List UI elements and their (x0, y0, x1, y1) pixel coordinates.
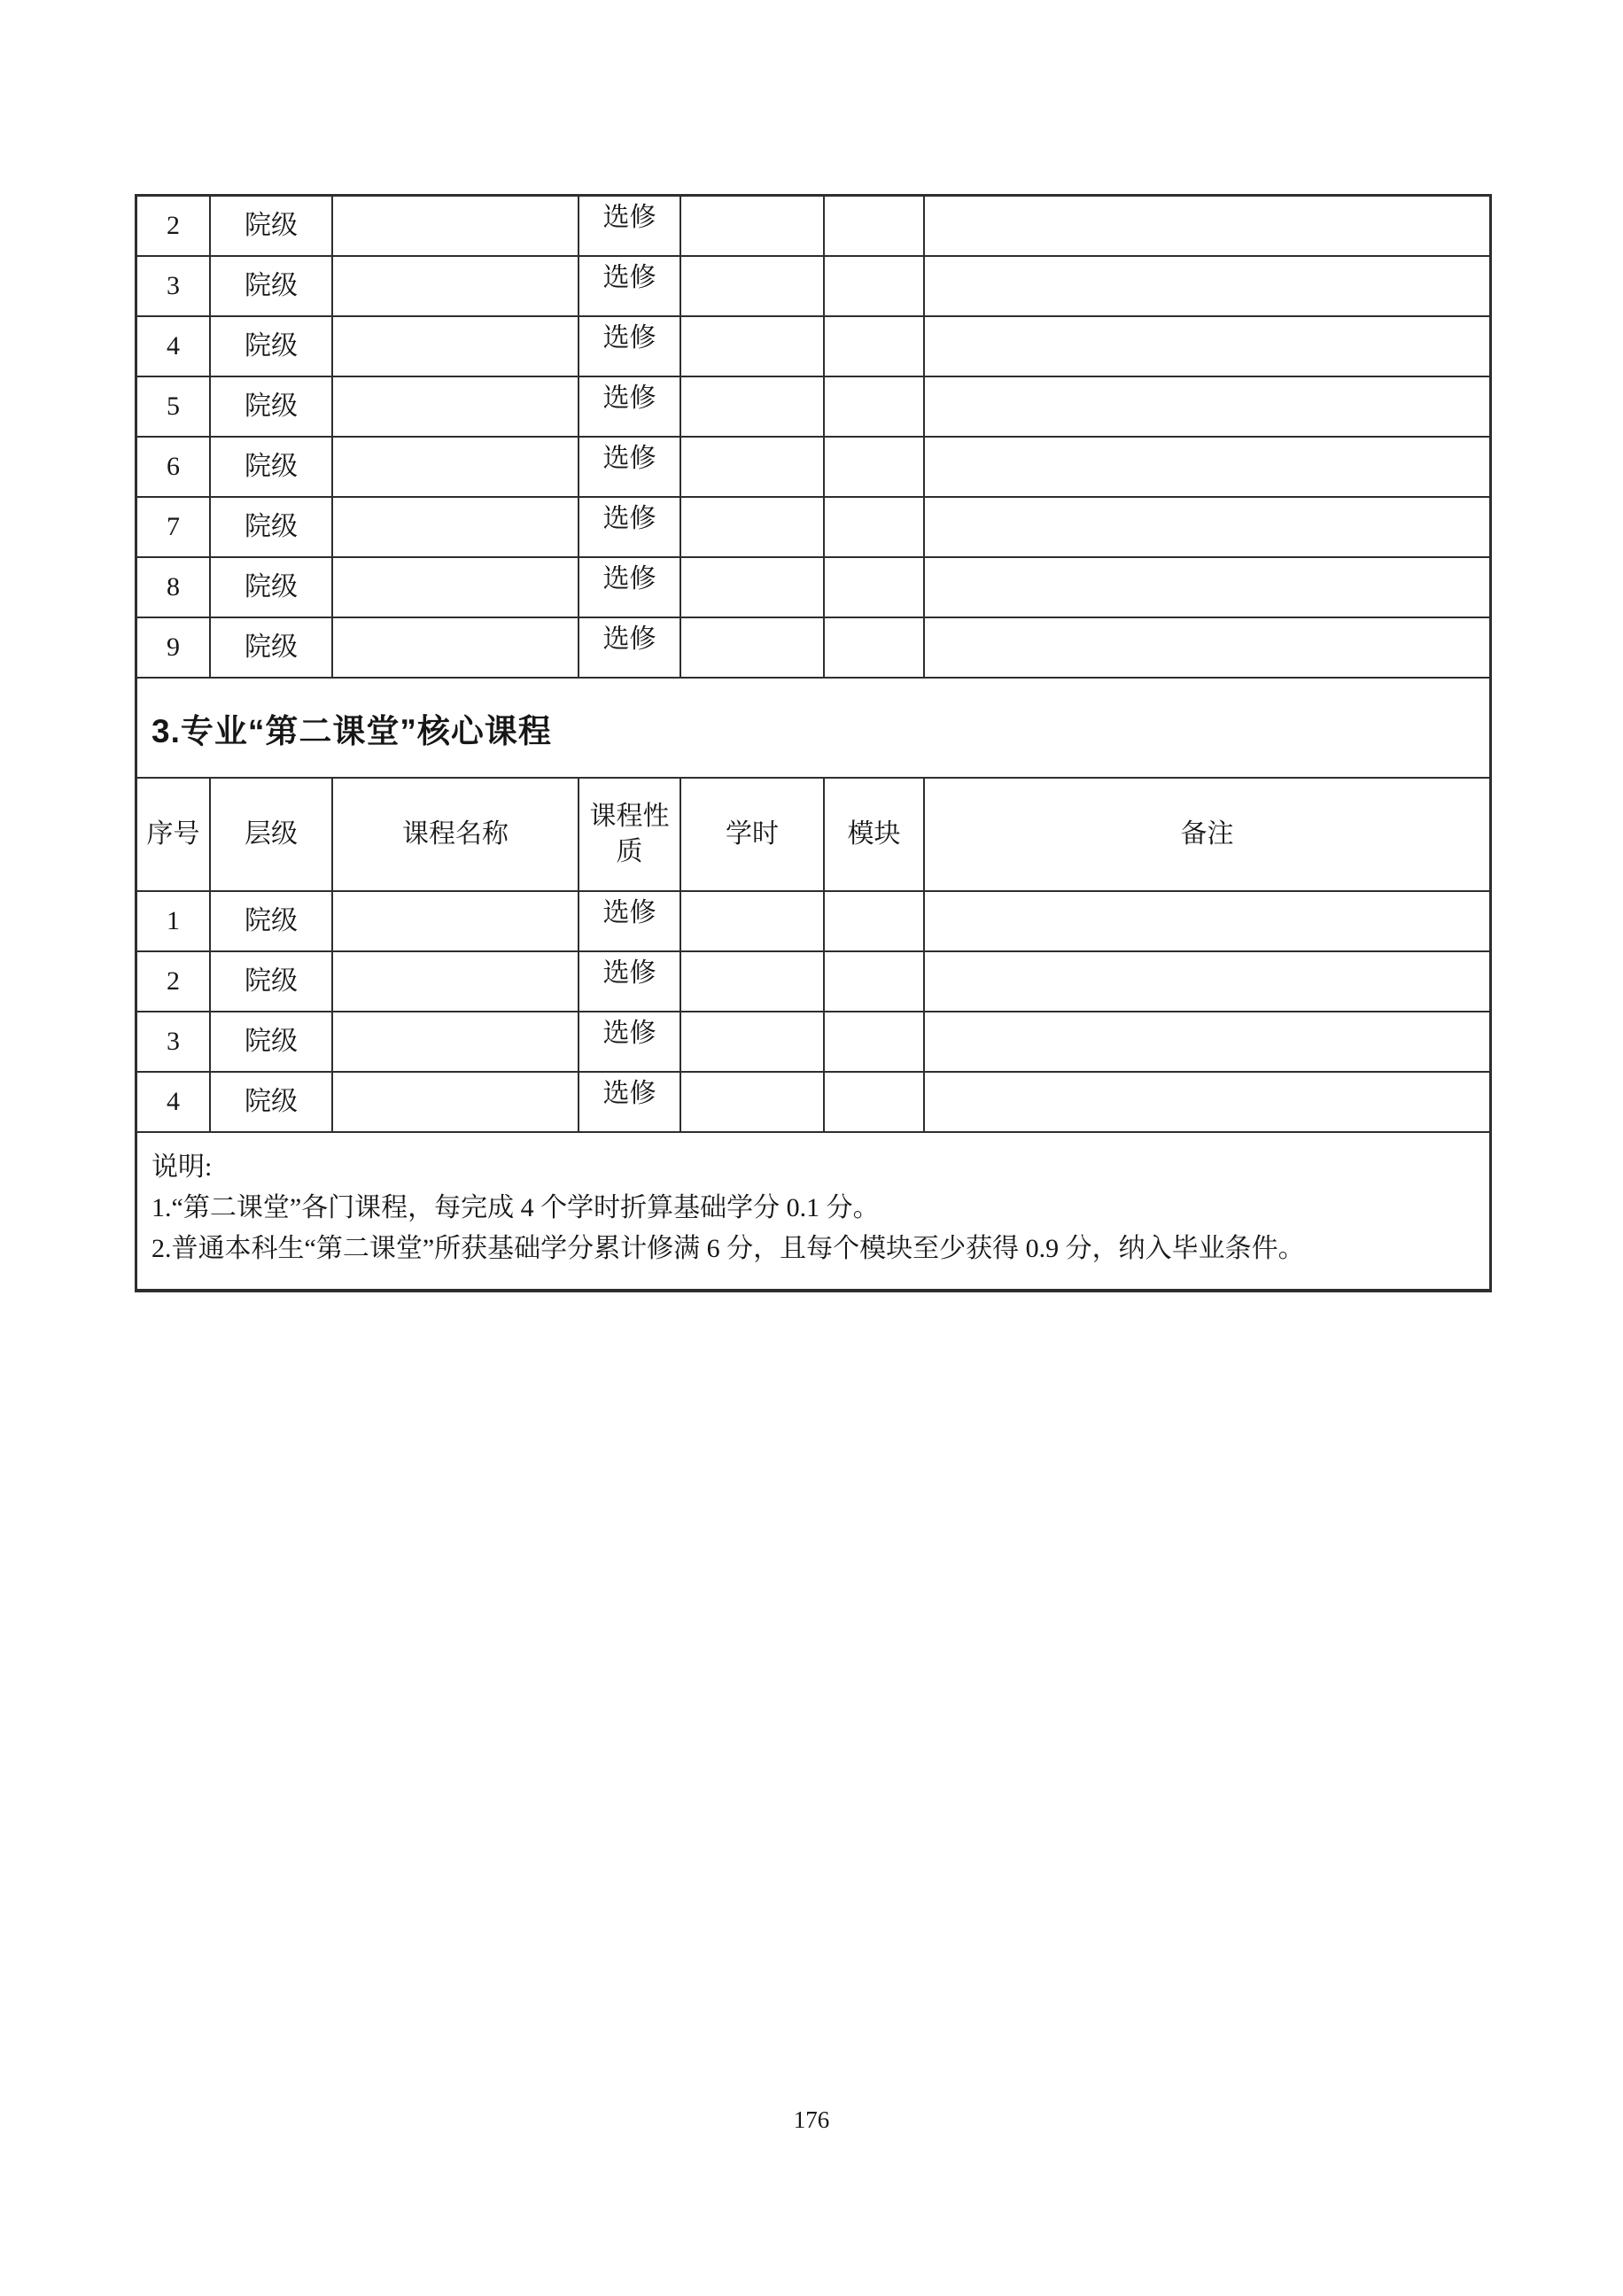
cell-remark (923, 618, 1489, 677)
cell-course-name (331, 952, 578, 1011)
cell-no: 3 (167, 270, 180, 300)
table-row (137, 255, 1489, 315)
cell-level: 院级 (209, 377, 331, 436)
cell-no: 3 (167, 1026, 180, 1056)
cell-course-nature: 选修 (578, 377, 679, 436)
cell-course-name (331, 257, 578, 315)
cell-remark (923, 892, 1489, 950)
cell-course-name (331, 618, 578, 677)
cell-level: 院级 (209, 197, 331, 255)
cell-course-nature: 选修 (578, 618, 679, 677)
header-course-nature: 课程性质 (578, 779, 679, 890)
cell-hours (679, 558, 823, 617)
cell-remark (923, 558, 1489, 617)
cell-hours (679, 257, 823, 315)
section-title-text: 3.专业“第二课堂”核心课程 (151, 712, 552, 749)
cell-course-name (331, 1012, 578, 1071)
cell-module (823, 558, 923, 617)
table-row (137, 436, 1489, 496)
table-row (137, 197, 1489, 255)
table-row (137, 1071, 1489, 1131)
notes-item: 2.普通本科生“第二课堂”所获基础学分累计修满 6 分，且每个模块至少获得 0.9 分，纳入毕业条件。 (151, 1234, 1305, 1263)
table-row (137, 496, 1489, 556)
cell-hours (679, 1012, 823, 1071)
table-header-row (137, 777, 1489, 890)
cell-course-nature: 选修 (578, 498, 679, 556)
course-table (135, 194, 1492, 1292)
cell-level: 院级 (209, 892, 331, 950)
cell-course-name (331, 317, 578, 376)
cell-module (823, 498, 923, 556)
cell-no: 4 (167, 330, 180, 361)
cell-module (823, 257, 923, 315)
table-row (137, 1011, 1489, 1071)
header-hours: 学时 (679, 779, 823, 890)
cell-no: 4 (167, 1086, 180, 1116)
cell-level: 院级 (209, 257, 331, 315)
cell-course-nature: 选修 (578, 892, 679, 950)
cell-hours (679, 618, 823, 677)
table-row (137, 315, 1489, 376)
table-row (137, 556, 1489, 617)
cell-module (823, 197, 923, 255)
cell-level: 院级 (209, 618, 331, 677)
cell-module (823, 1012, 923, 1071)
page-number: 176 (793, 2106, 830, 2133)
notes-item: 1.“第二课堂”各门课程，每完成 4 个学时折算基础学分 0.1 分。 (151, 1193, 880, 1222)
cell-remark (923, 952, 1489, 1011)
cell-module (823, 317, 923, 376)
cell-no: 5 (167, 391, 180, 421)
cell-course-nature: 选修 (578, 438, 679, 496)
cell-no: 7 (167, 511, 180, 541)
cell-module (823, 952, 923, 1011)
cell-no: 2 (167, 210, 180, 240)
cell-hours (679, 377, 823, 436)
cell-remark (923, 317, 1489, 376)
table-row (137, 890, 1489, 950)
cell-module (823, 438, 923, 496)
cell-remark (923, 377, 1489, 436)
cell-course-name (331, 498, 578, 556)
cell-level: 院级 (209, 438, 331, 496)
cell-remark (923, 1012, 1489, 1071)
cell-course-nature: 选修 (578, 1012, 679, 1071)
cell-hours (679, 317, 823, 376)
cell-level: 院级 (209, 558, 331, 617)
table-row (137, 617, 1489, 677)
cell-level: 院级 (209, 317, 331, 376)
cell-course-name (331, 377, 578, 436)
cell-course-nature: 选修 (578, 257, 679, 315)
cell-hours (679, 197, 823, 255)
header-level: 层级 (209, 779, 331, 890)
table-row (137, 950, 1489, 1011)
notes-title: 说明: (151, 1152, 213, 1182)
cell-level: 院级 (209, 1073, 331, 1131)
cell-course-nature: 选修 (578, 197, 679, 255)
cell-module (823, 377, 923, 436)
notes-cell (137, 1131, 1489, 1289)
cell-module (823, 618, 923, 677)
cell-remark (923, 498, 1489, 556)
header-course-name: 课程名称 (331, 779, 578, 890)
cell-hours (679, 438, 823, 496)
cell-course-nature: 选修 (578, 317, 679, 376)
cell-course-nature: 选修 (578, 1073, 679, 1131)
cell-course-name (331, 197, 578, 255)
cell-course-nature: 选修 (578, 952, 679, 1011)
cell-no: 2 (167, 966, 180, 996)
section-title (137, 677, 1489, 777)
header-remark: 备注 (923, 779, 1489, 890)
cell-hours (679, 498, 823, 556)
cell-course-nature: 选修 (578, 558, 679, 617)
cell-no: 9 (167, 632, 180, 662)
cell-level: 院级 (209, 498, 331, 556)
cell-level: 院级 (209, 952, 331, 1011)
cell-course-name (331, 438, 578, 496)
cell-module (823, 1073, 923, 1131)
cell-hours (679, 892, 823, 950)
cell-course-name (331, 1073, 578, 1131)
cell-module (823, 892, 923, 950)
cell-no: 6 (167, 451, 180, 481)
cell-hours (679, 1073, 823, 1131)
cell-course-name (331, 892, 578, 950)
cell-no: 8 (167, 571, 180, 601)
cell-remark (923, 1073, 1489, 1131)
table-row (137, 376, 1489, 436)
cell-no: 1 (167, 905, 180, 935)
cell-remark (923, 197, 1489, 255)
cell-level: 院级 (209, 1012, 331, 1071)
cell-course-name (331, 558, 578, 617)
cell-remark (923, 257, 1489, 315)
header-module: 模块 (823, 779, 923, 890)
header-no: 序号 (146, 818, 200, 849)
cell-remark (923, 438, 1489, 496)
cell-hours (679, 952, 823, 1011)
